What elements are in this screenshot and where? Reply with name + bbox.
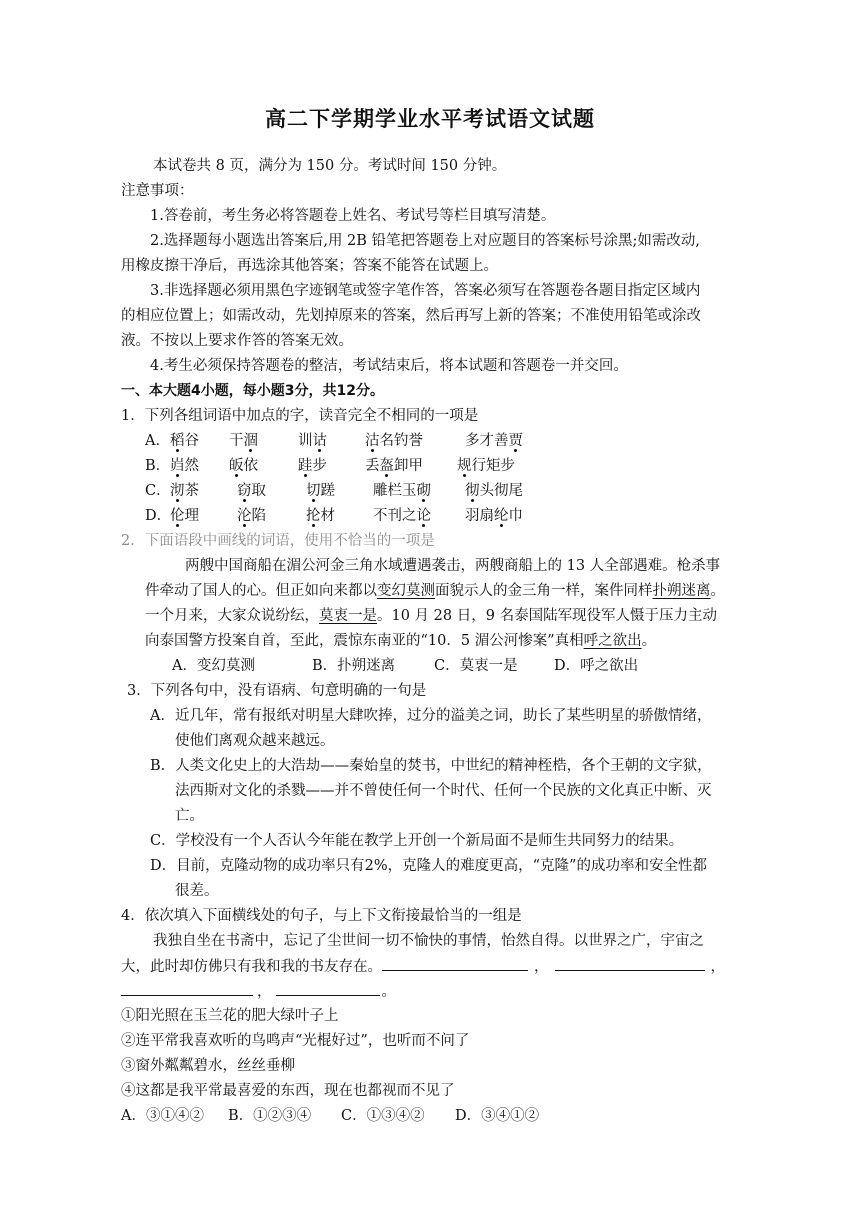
underlined-phrase-1: 变幻莫测 [377,583,435,599]
q3-option-a-1: A．近几年，常有报纸对明星大肆吹捧，过分的溢美之词，助长了某些明星的骄傲情绪， [150,708,712,724]
q3-option-b-2: 法西斯对文化的杀戮——并不曾使任何一个时代、任何一个民族的文化真正中断、灭 [175,783,712,799]
q1-b-word-3: 跬步 [298,458,327,474]
fill-blank-2[interactable] [555,956,705,971]
q1-option-d [145,506,523,526]
q1-option-c [145,481,523,501]
q3-option-b-3: 亡。 [175,808,204,824]
q1-c-word-1: 沏茶 [170,483,199,499]
notice-heading: 注意事项： [121,183,194,199]
q1-stem: 1．下列各组词语中加点的字，读音完全不相同的一项是 [121,408,479,424]
q2-option-b: B．扑朔迷离 [312,658,396,674]
page-title: 高二下学期学业水平考试语文试题 [265,106,595,131]
q4-option-b: B．①②③④ [228,1108,312,1124]
option-label: D． [145,508,172,524]
q4-option-a: A．③①④② [121,1108,204,1124]
q4-sentence-1: ①阳光照在玉兰花的肥大绿叶子上 [121,1008,339,1024]
fill-blank-3[interactable] [121,981,253,996]
notice-3c: 液。不按以上要求作答的答案无效。 [121,333,353,349]
q3-option-a-2: 使他们离观众越来越远。 [175,733,335,749]
q4-sentence-3: ③窗外粼粼碧水，丝丝垂柳 [121,1058,295,1074]
q1-option-b [145,456,515,476]
q1-a-word-2: 干涸 [229,433,258,449]
q3-option-d-1: D．目前，克隆动物的成功率只有2%，克隆人的难度更高，“克隆”的成功率和安全性都 [150,858,707,874]
q3-option-d-2: 很差。 [175,883,219,899]
q3-option-c: C．学校没有一个人否认今年能在教学上开创一个新局面不是师生共同努力的结果。 [150,833,684,849]
underlined-phrase-4: 呼之欲出 [583,633,642,649]
q4-sentence-2: ②连平常我喜欢听的鸟鸣声“光棍好过”，也听而不问了 [121,1033,470,1049]
q1-a-word-3: 训诂 [298,433,327,449]
q1-d-word-1: 伦理 [170,508,199,524]
q1-b-word-2: 皈依 [229,458,258,474]
q1-b-word-4: 丢盔卸甲 [365,458,423,474]
q2-stem: 2．下面语段中画线的词语，使用不恰当的一项是 [121,533,435,549]
q1-d-word-3: 抡材 [306,508,335,524]
q2-option-c: C．莫衷一是 [434,658,518,674]
q1-c-word-3: 切蹉 [306,483,335,499]
q1-option-a [145,431,523,451]
q2-passage-1: 两艘中国商船在湄公河金三角水域遭遇袭击，两艘商船上的 13 人全部遇难。枪杀事 [185,558,721,574]
q1-c-word-2: 窃取 [237,483,266,499]
fill-blank-4[interactable] [276,981,380,996]
notice-4: 4.考生必须保持答题卷的整洁，考试结束后，将本试题和答题卷一并交回。 [150,358,628,374]
intro-text: 本试卷共 8 页，满分为 150 分。考试时间 150 分钟。 [153,158,507,174]
option-label: C． [145,483,171,499]
q1-d-word-2: 沦陷 [237,508,266,524]
underlined-phrase-3: 莫衷一是 [319,608,377,624]
notice-3b: 的相应位置上；如需改动，先划掉原来的答案，然后再写上新的答案；不准使用铅笔或涂改 [121,308,701,324]
fill-blank-1[interactable] [382,956,528,971]
q4-passage-3: ， 。 [121,981,396,1002]
q4-sentence-4: ④这都是我平常最喜爱的东西，现在也都视而不见了 [121,1083,455,1099]
q1-c-word-4: 雕栏玉砌 [373,483,431,499]
q1-d-word-5: 羽扇纶巾 [465,508,523,524]
q2-option-a: A．变幻莫测 [172,658,255,674]
q2-option-d: D．呼之欲出 [554,658,639,674]
notice-1: 1.答卷前，考生务必将答题卷上姓名、考试号等栏目填写清楚。 [150,208,556,224]
q4-stem: 4．依次填入下面横线处的句子，与上下文衔接最恰当的一组是 [121,908,522,924]
notice-2b: 用橡皮擦干净后，再选涂其他答案；答案不能答在试题上。 [121,258,498,274]
q1-a-word-5: 多才善贾 [465,433,523,449]
q2-passage-2: 件牵动了国人的心。但正如向来都以变幻莫测面貌示人的金三角一样，案件同样扑朔迷离。 [145,583,725,599]
q4-option-c: C．①③④② [341,1108,425,1124]
section-heading: 一、本大题4小题，每小题3分，共12分。 [121,383,384,399]
q3-stem: 3．下列各句中，没有语病、句意明确的一句是 [127,683,427,699]
notice-3a: 3.非选择题必须用黑色字迹钢笔或签字笔作答，答案必须写在答题卷各题目指定区域内 [150,283,701,299]
option-label: B． [145,458,171,474]
q3-option-b-1: B．人类文化史上的大浩劫——秦始皇的焚书，中世纪的精神桎梏，各个王朝的文字狱， [150,758,712,774]
q2-passage-4: 向泰国警方投案自首，至此，震惊东南亚的“10．5 湄公河惨案”真相呼之欲出。 [145,633,657,649]
q2-passage-3: 一个月来，大家众说纷纭，莫衷一是。10 月 28 日，9 名泰国陆军现役军人慑于压力主动 [145,608,718,624]
q1-a-word-1: 稻谷 [170,433,199,449]
q1-b-word-1: 岿然 [170,458,199,474]
option-label: A． [145,433,170,449]
q4-passage-1: 我独自坐在书斋中，忘记了尘世间一切不愉快的事情，怡然自得。以世界之广，宇宙之 [153,933,704,949]
q1-b-word-5: 规行矩步 [457,458,515,474]
underlined-phrase-2: 扑朔迷离 [652,583,711,599]
q4-passage-2: 大，此时却仿佛只有我和我的书友存在。 ， ， [121,956,725,977]
q1-c-word-5: 彻头彻尾 [465,483,523,499]
q1-d-word-4: 不刊之论 [373,508,431,524]
notice-2a: 2.选择题每小题选出答案后,用 2B 铅笔把答题卷上对应题目的答案标号涂黑;如需改动, [150,233,701,249]
q4-option-d: D．③④①② [455,1108,540,1124]
q1-a-word-4: 沽名钓誉 [365,433,423,449]
